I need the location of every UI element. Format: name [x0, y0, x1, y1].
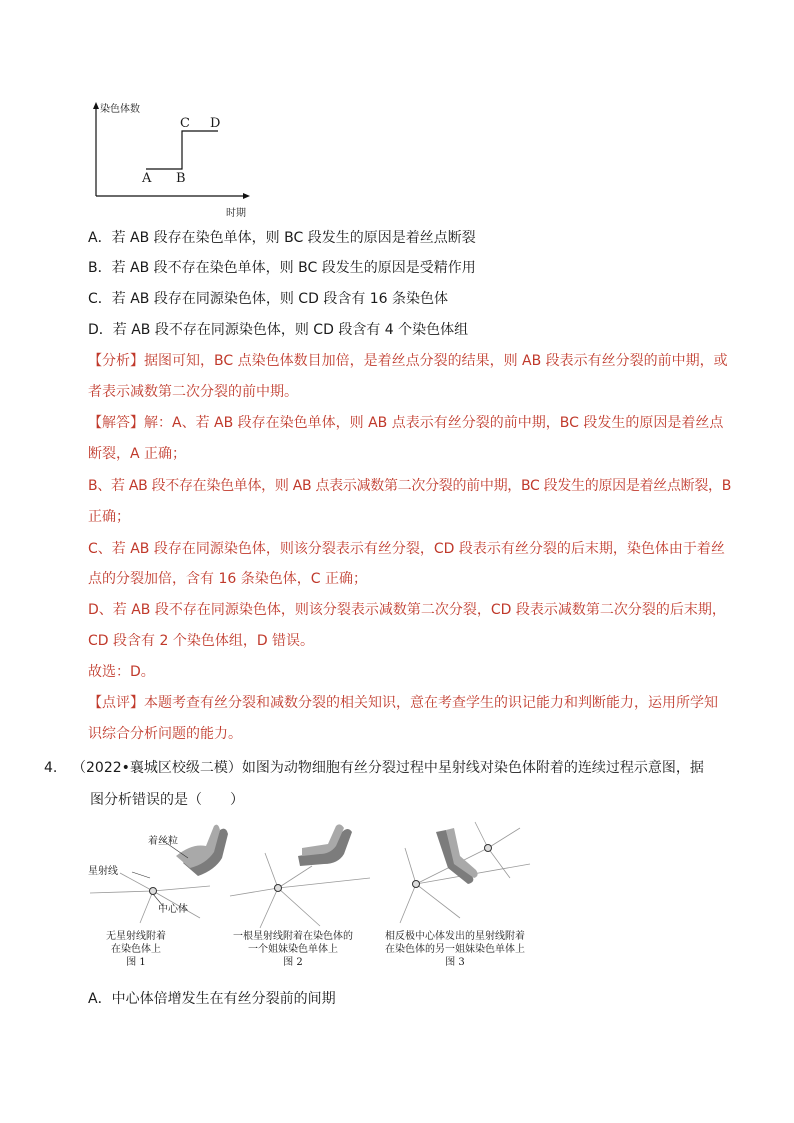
label-aster: 星射线 [88, 866, 118, 877]
fig3-centriole-right [485, 845, 492, 852]
answer-line-5: C、若 AB 段存在同源染色体，则该分裂表示有丝分裂，CD 段表示有丝分裂的后末期，染色体由于着丝 [88, 541, 725, 557]
answer-line-8: CD 段含有 2 个染色体组，D 错误。 [88, 633, 315, 649]
step-chart [84, 98, 264, 220]
answer-text-1: 解：A、若 AB 段存在染色单体，则 AB 点表示有丝分裂的前中期，BC 段发生的原因是着丝点 [144, 415, 724, 431]
fig2-drawing [230, 824, 370, 928]
answer-line-1 [88, 413, 723, 433]
answer-choice: 故选：D。 [88, 664, 155, 680]
fig3-caption-line-1: 相反极中心体发出的星射线附着 [385, 931, 525, 942]
fig2-caption-line-3: 图 2 [283, 957, 303, 968]
fig3-caption-line-3: 图 3 [445, 957, 465, 968]
comment-line-2: 识综合分析问题的能力。 [88, 726, 242, 742]
option-4a: A．中心体倍增发生在有丝分裂前的间期 [88, 991, 336, 1007]
chart-ylabel: 染色体数 [100, 104, 140, 115]
y-axis-arrow [93, 102, 99, 109]
chart-xlabel: 时期 [226, 208, 246, 219]
analysis-tag: 【分析】 [88, 353, 144, 369]
analysis-text-1: 据图可知，BC 点染色体数目加倍，是着丝点分裂的结果，则 AB 段表示有丝分裂的前中期，或 [144, 353, 728, 369]
point-c: C [180, 116, 190, 131]
question-line-1: （2022•襄城区校级二模）如图为动物细胞有丝分裂过程中星射线对染色体附着的连续过程示意图，据 [72, 760, 704, 776]
step-chart-svg [84, 98, 264, 220]
comment-line-1 [88, 693, 718, 713]
x-axis-arrow [243, 193, 250, 199]
fig3-caption-line-2: 在染色体的另一姐妹染色单体上 [385, 944, 525, 955]
question-line-2: 图分析错误的是（ ） [90, 792, 244, 808]
answer-line-7: D、若 AB 段不存在同源染色体，则该分裂表示减数第二次分裂，CD 段表示减数第二次分裂的后末期， [88, 602, 726, 618]
option-d: D．若 AB 段不存在同源染色体，则 CD 段含有 4 个染色体组 [88, 322, 469, 338]
fig1-caption [84, 930, 188, 969]
fig1-caption-line-2: 在染色体上 [111, 944, 161, 955]
question-number: 4. [44, 760, 58, 776]
step-line [146, 131, 218, 169]
fig3-centriole-left [413, 881, 420, 888]
answer-tag: 【解答】 [88, 415, 144, 431]
fig2-caption-line-1: 一根星射线附着在染色体的 [233, 931, 353, 942]
analysis-line-2: 者表示减数第二次分裂的前中期。 [88, 384, 298, 400]
fig2-centriole [275, 885, 282, 892]
answer-line-6: 点的分裂加倍，含有 16 条染色体，C 正确； [88, 571, 367, 587]
label-centromere: 着丝粒 [148, 836, 178, 847]
fig2-caption-line-2: 一个姐妹染色单体上 [248, 944, 338, 955]
point-b: B [176, 171, 186, 186]
answer-line-4: 正确； [88, 509, 130, 525]
comment-tag: 【点评】 [88, 695, 144, 711]
answer-line-2: 断裂，A 正确； [88, 446, 187, 462]
point-d: D [210, 116, 221, 131]
label-centriole: 中心体 [158, 904, 188, 915]
option-b: B．若 AB 段不存在染色单体，则 BC 段发生的原因是受精作用 [88, 260, 476, 276]
option-c: C．若 AB 段存在同源染色体，则 CD 段含有 16 条染色体 [88, 291, 449, 307]
option-a: A．若 AB 段存在染色单体，则 BC 段发生的原因是着丝点断裂 [88, 230, 476, 246]
comment-text-1: 本题考查有丝分裂和减数分裂的相关知识，意在考查学生的识记能力和判断能力，运用所学知 [144, 695, 718, 711]
fig1-centriole [150, 888, 157, 895]
analysis-line-1 [88, 351, 728, 371]
answer-line-3: B、若 AB 段不存在染色单体，则 AB 点表示减数第二次分裂的前中期，BC 段发生的原因是着丝点断裂，B [88, 478, 732, 494]
fig1-caption-line-3: 图 1 [126, 957, 146, 968]
fig3-drawing [400, 822, 530, 923]
fig1-caption-line-1: 无星射线附着 [106, 931, 166, 942]
fig2-caption [220, 930, 366, 969]
point-a: A [142, 171, 152, 186]
fig3-caption [370, 930, 540, 969]
